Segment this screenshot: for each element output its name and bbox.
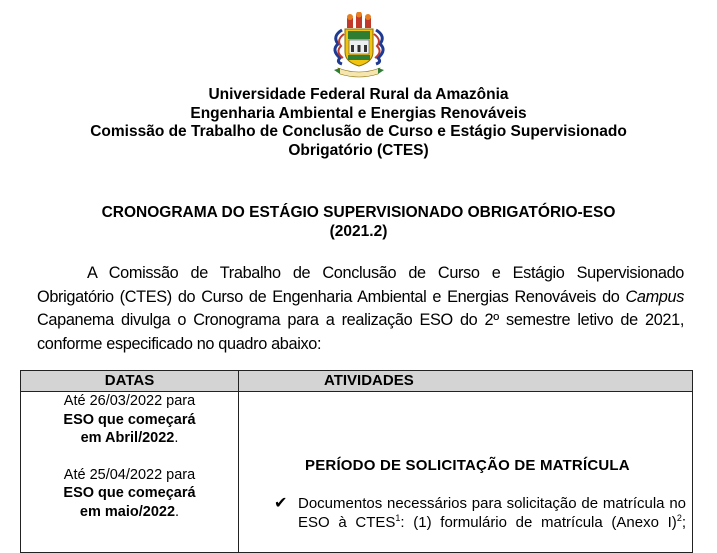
campus-italic: Campus bbox=[625, 287, 684, 306]
date-entry-1-month: em Abril/2022 bbox=[80, 430, 175, 446]
checkmark-icon: ✔ bbox=[274, 495, 288, 512]
schedule-table bbox=[20, 370, 693, 553]
date-entry-1-plain: Até 26/03/2022 para bbox=[63, 393, 196, 409]
institution-header bbox=[0, 86, 717, 160]
bullet-line-2a: no ESO à CTES bbox=[298, 495, 686, 531]
title-line-1: CRONOGRAMA DO ESTÁGIO SUPERVISIONADO OBRIGATÓRIO-ESO bbox=[101, 204, 616, 221]
header-datas: DATAS bbox=[21, 371, 239, 392]
activity-cell bbox=[239, 392, 693, 553]
course-name: Engenharia Ambiental e Energias Renováveis bbox=[190, 104, 527, 122]
activity-title: PERÍODO DE SOLICITAÇÃO DE MATRÍCULA bbox=[305, 457, 630, 474]
activity-bullet bbox=[274, 495, 686, 532]
title-line-2: (2021.2) bbox=[329, 223, 388, 240]
footnote-ref-1: 1 bbox=[395, 512, 401, 523]
table-row bbox=[21, 392, 693, 553]
bullet-line-1: Documentos necessários para solicitação de matrícula bbox=[298, 495, 665, 512]
date-entry-2-suffix: . bbox=[175, 503, 180, 520]
university-logo bbox=[328, 12, 390, 78]
commission-acronym: Obrigatório (CTES) bbox=[288, 141, 429, 159]
intro-text-1: A Comissão de Trabalho de Conclusão de Curso e Estágio Supervisionado Obrigatório (CTES) do Curso de Engenharia Ambiental e Energias Renováveis do bbox=[37, 264, 684, 306]
header-atividades: ATIVIDADES bbox=[239, 371, 693, 392]
intro-paragraph bbox=[37, 262, 684, 356]
commission-name: Comissão de Trabalho de Conclusão de Curso e Estágio Supervisionado bbox=[90, 123, 627, 140]
table-header-row bbox=[21, 371, 693, 392]
footnote-ref-2: 2 bbox=[676, 512, 682, 523]
date-entry-1-bold: ESO que começará bbox=[63, 411, 196, 428]
date-entry-2-month: em maio/2022 bbox=[79, 503, 176, 520]
date-entry-2-plain: Até 25/04/2022 para bbox=[63, 466, 196, 483]
dates-cell bbox=[21, 392, 239, 553]
intro-text-2: Capanema divulga o Cronograma para a realização ESO do 2º semestre letivo de 2021, conforme especificado no quadro abaixo: bbox=[37, 311, 684, 353]
date-entry-1-suffix: . bbox=[174, 430, 179, 446]
bullet-line-2c: ; bbox=[681, 513, 686, 531]
document-title bbox=[0, 203, 717, 241]
date-entry-2-bold: ESO que começará bbox=[63, 485, 196, 501]
university-name: Universidade Federal Rural da Amazônia bbox=[208, 86, 509, 103]
bullet-line-2b: : (1) formulário de matrícula (Anexo I) bbox=[400, 513, 677, 531]
activity-bullet-text bbox=[298, 495, 686, 532]
